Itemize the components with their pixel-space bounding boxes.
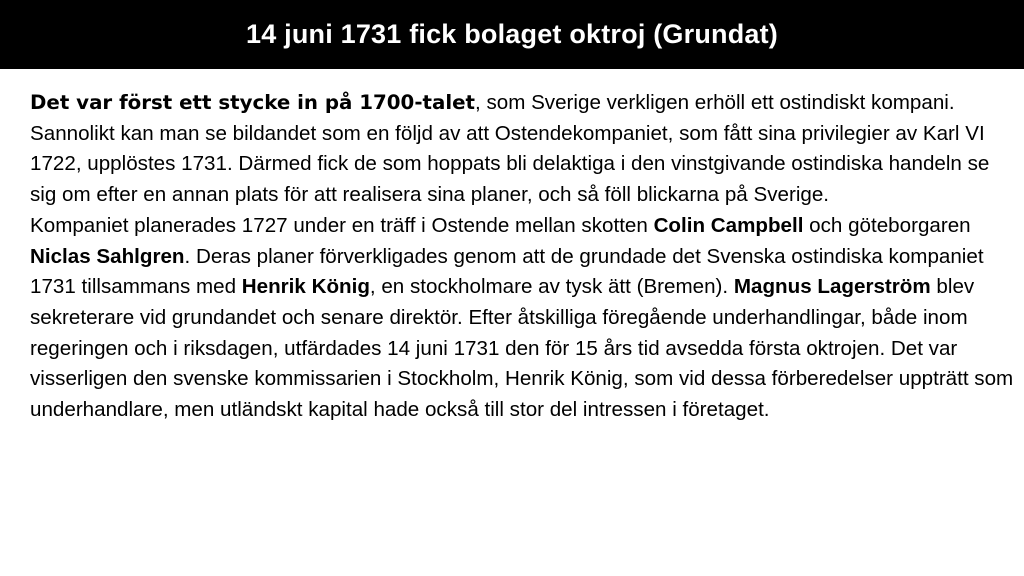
name-henrik-konig: Henrik König [241,275,370,299]
bold-lead-text: Det var först ett stycke in på 1700-talet [30,91,475,114]
paragraph-3-part-1: Kompaniet planerades 1727 under en träff i Ostende mellan skotten [30,213,654,237]
name-magnus-lagerstrom: Magnus Lagerström [733,275,931,299]
name-colin-campbell: Colin Campbell [653,213,804,237]
paragraph-3-part-4: , en stockholmare av tysk ätt (Bremen). [369,275,734,299]
body-text [30,88,1015,426]
paragraph-1-rest: , som Sverige verkligen erhöll ett ostindiskt kompani. [475,91,955,114]
paragraph-3-part-5: blev sekreterare vid grundandet och senare direktör. Efter åtskilliga föregående underhandlingar, både inom regeringen och i riksdagen, utfärdades 14 juni 1731 den för 15 års tid avsedda första oktrojen. Det var visserligen den svenske kommissarien i Stockholm, Henrik König, som vid dessa förberedelser uppträtt som underhandlare, men utländskt kapital hade också till stor del intressen i företaget. [30,275,1014,422]
paragraph-3-part-2: och göteborgaren [803,213,971,237]
title-bar [0,0,1024,69]
slide-title: 14 juni 1731 fick bolaget oktroj (Grundat) [246,19,778,49]
paragraph-1 [30,88,1015,119]
paragraph-3 [30,211,1015,426]
paragraph-3-part-3: . Deras planer förverkligades genom att de grundade det Svenska ostindiska kompaniet 1731 tillsammans med [30,244,984,299]
name-niclas-sahlgren: Niclas Sahlgren [30,244,185,268]
paragraph-2: Sannolikt kan man se bildandet som en följd av att Ostendekompaniet, som fått sina privilegier av Karl VI 1722, upplöstes 1731. Därmed fick de som hoppats bli delaktiga i den vinstgivande ostindiska handeln se sig om efter en annan plats för att realisera sina planer, och så föll blickarna på Sverige. [30,121,990,207]
